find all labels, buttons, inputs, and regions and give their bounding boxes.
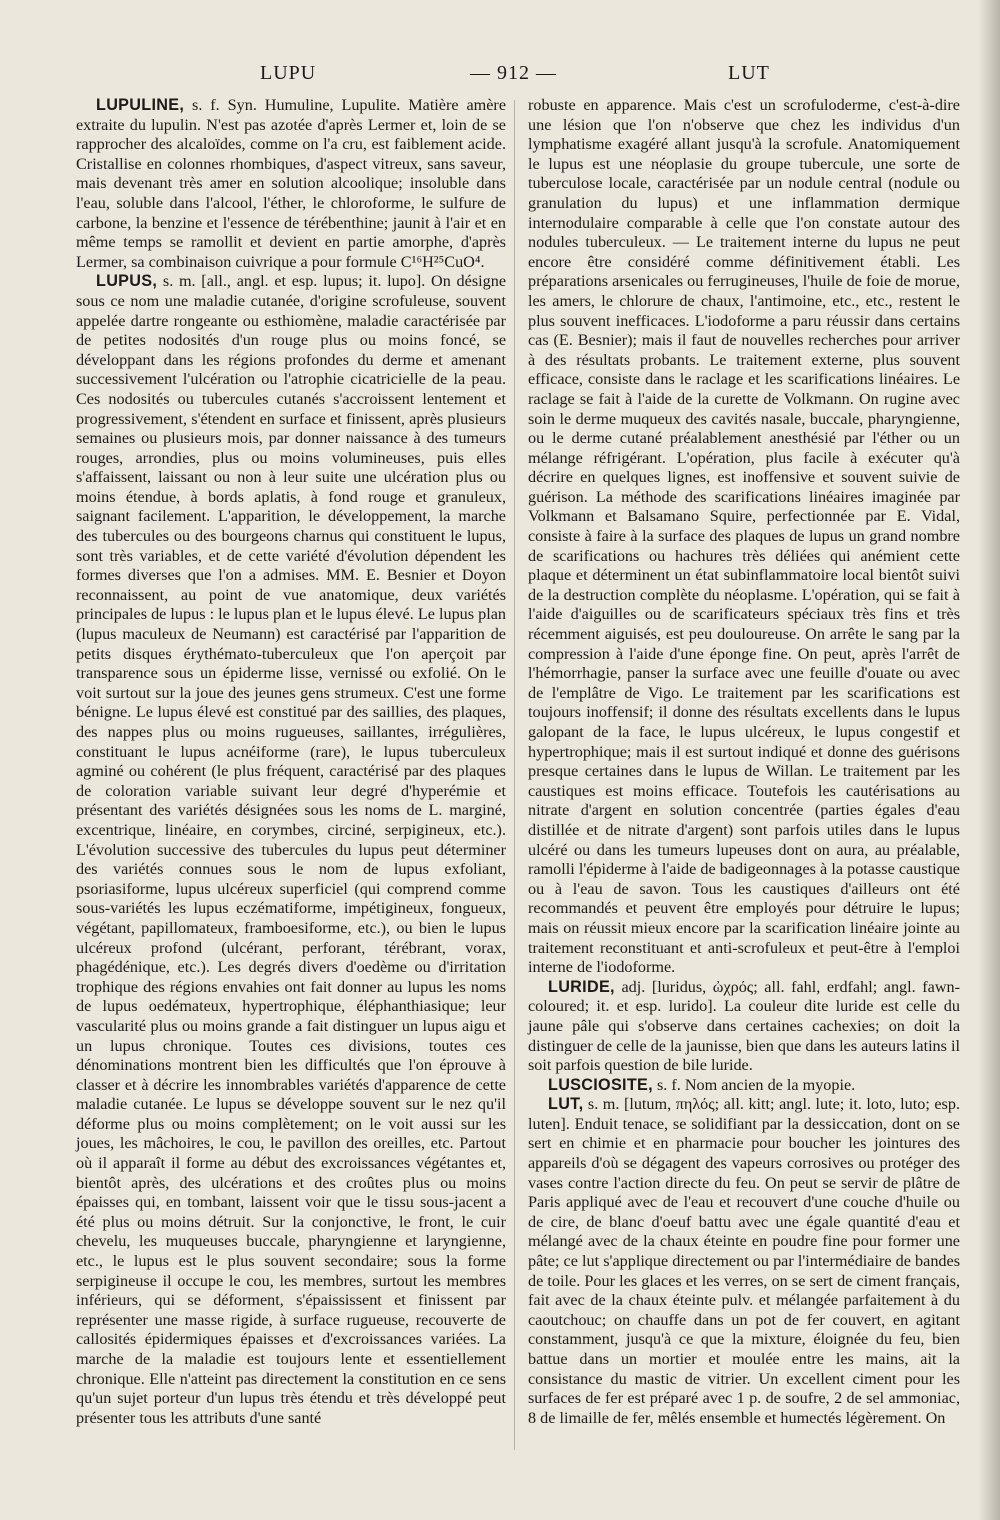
entry-lupus-continued xyxy=(528,96,960,978)
header-left-guide-word: LUPU xyxy=(260,62,317,84)
headword-lupuline: LUPULINE, xyxy=(96,96,185,114)
right-column xyxy=(528,96,960,1428)
entry-text-lut: s. m. [lutum, πηλός; all. kitt; angl. lute; it. loto, luto; esp. luten]. Enduit tenace, se solidifiant par la dessiccation, dont on se sert en chimie et en pharmacie pour boucher les jointures des appareils d'où se dégagent des vapeurs corrosives ou protéger des vases contre l'action directe du feu. On peut se servir de plâtre de Paris appliqué avec de l'eau et recouvert d'une couche d'huile ou de cire, de blanc d'oeuf battu avec une égale quantité d'eau et mélangé avec de la chaux éteinte en poudre fine pour former une pâte; ce lut s'applique directement ou par l'intermédiaire de bandes de toile. Pour les glaces et les verres, on se sert de ciment français, fait avec de la chaux éteinte pulv. et mélangée parfaitement à du caoutchouc; on chauffe dans un pot de fer couvert, en agitant constamment, jusqu'à ce que la mixture, éloignée du feu, bien battue dans un mortier et moulée entre les mains, ait la consistance du mastic de vitrier. Un excellent ciment pour les surfaces de fer est préparé avec 1 p. de soufre, 2 de sel ammoniac, 8 de limaille de fer, mêlés ensemble et humectés légèrement. On xyxy=(528,1095,960,1427)
entry-text-lupus-continued: robuste en apparence. Mais c'est un scrofuloderme, c'est-à-dire une lésion que l'on n'observe que chez les individus d'un lymphatisme exagéré allant jusqu'à la scrofule. Anatomiquement le lupus est une néoplasie du groupe tubercule, une sorte de tuberculose locale, caractérisée par un nodule central (nodule ou granulation du lupus) et une inflammation dermique internodulaire comparable à celle que l'on constate autour des nodules tuberculeux. — Le traitement interne du lupus ne peut encore être considéré comme définitivement établi. Les préparations arsenicales ou ferrugineuses, l'huile de foie de morue, les amers, le chlorure de chaux, l'antimoine, etc., etc., restent le plus souvent inefficaces. L'iodoforme a paru réussir dans certains cas (E. Besnier); mais il faut de nouvelles recherches pour arriver à des résultats probants. Le traitement externe, plus souvent efficace, consiste dans le raclage et les scarifications linéaires. Le raclage se fait à l'aide de la curette de Volkmann. On rugine avec soin le derme muqueux des cavités nasale, buccale, pharyngienne, ou le derme cutané préalablement anesthésié par l'éther ou un mélange réfrigérant. L'opération, plus facile à exécuter qu'à décrire en quelques lignes, est inoffensive et souvent suivie de guérison. La méthode des scarifications linéaires imaginée par Volkmann et Balsamano Squire, perfectionnée par E. Vidal, consiste à faire à la surface des plaques de lupus un grand nombre de scarifications ou hachures très déliées qui anémient cette plaque et déterminent un état subinflammatoire local bientôt suivi de la destruction complète du néoplasme. L'opération, qui se fait à l'aide d'aiguilles ou de scarificateurs spéciaux très fins et très récemment aiguisés, est peu douloureuse. On arrête le sang par la compression à l'aide d'une éponge fine. On peut, après l'arrêt de l'hémorrhagie, panser la surface avec une feuille d'ouate ou avec de l'emplâtre de Vigo. Le traitement par les scarifications est toujours inoffensif; il donne des résultats excellents dans le lupus galopant de la face, le lupus ulcéreux, le lupus congestif et hypertrophique; mais il est surtout indiqué et donne des guérisons presque certaines dans le lupus de Willan. Le traitement par les caustiques est moins efficace. Toutefois les cautérisations au nitrate d'argent en solution concentrée (parties égales d'eau distillée et de nitrate d'argent) sont parfois utiles dans le lupus ulcéré ou dans les tumeurs lupeuses dont on aura, au préalable, ramolli l'épiderme à l'aide de badigeonnages à la potasse caustique ou à l'eau de savon. Tous les caustiques d'ailleurs ont été recommandés et peuvent être employés pour détruire le lupus; mais on réussit mieux encore par la scarification linéaire jointe au traitement reconstituant et anti-scrofuleux et peut-être à l'emploi interne de l'iodoforme. xyxy=(528,96,960,977)
entry-text-lupus: s. m. [all., angl. et esp. lupus; it. lupo]. On désigne sous ce nom une maladie cutanée, d'origine scrofuleuse, souvent appelée dartre rongeante ou esthiomène, maladie caractérisée par de petites nodosités d'un rouge plus ou moins foncé, se développant dans les régions profondes du derme et amenant successivement l'ulcération ou l'atrophie cicatricielle de la peau. Ces nodosités ou tubercules cutanés s'accroissent lentement et progressivement, s'étendent en surface et finissent, après plusieurs semaines ou plusieurs mois, par donner naissance à des tumeurs rouges, arrondies, plus ou moins volumineuses, puis elles s'affaissent, laissant ou non à leur suite une ulcération plus ou moins étendue, à bords aplatis, à fond rouge et granuleux, saignant facilement. L'apparition, le développement, la marche des tubercules ou des bourgeons charnus qui constituent le lupus, sont très variables, et de cette variété d'évolution dépendent les formes diverses que l'on a admises. MM. E. Besnier et Doyon reconnaissent, au point de vue anatomique, deux variétés principales de lupus : le lupus plan et le lupus élevé. Le lupus plan (lupus maculeux de Neumann) est caractérisé par l'apparition de petits disques érythémato-tuberculeux que l'on aperçoit par transparence sous un épiderme lisse, vernissé ou exfolié. On le voit surtout sur la joue des jeunes gens strumeux. C'est une forme bénigne. Le lupus élevé est constitué par des saillies, des plaques, des nappes plus ou moins rugueuses, saillantes, irrégulières, constituant le lupus acnéiforme (rare), le lupus tuberculeux agminé ou cohérent (le plus fréquent, caractérisé par des plaques de coloration variable suivant leur degré d'hyperémie et présentant des variétés désignées sous les noms de L. marginé, excentrique, linéaire, en corymbes, circiné, serpigineux, etc.). L'évolution successive des tubercules du lupus peut déterminer des variétés connues sous le nom de lupus exfoliant, psoriasiforme, lupus ulcéreux superficiel (qui comprend comme sous-variétés les lupus eczématiforme, impétigineux, fongueux, végétant, papillomateux, framboesiforme, etc.), ou bien le lupus ulcéreux profond (ulcérant, perforant, térébrant, vorax, phagédénique, etc.). Les degrés divers d'oedème ou d'irritation trophique des régions envahies ont fait donner au lupus les noms de lupus oedémateux, hypertrophique, éléphanthiasique; leur vascularité plus ou moins grande a fait distinguer un lupus aigu et un lupus chronique. Toutes ces divisions, toutes ces dénominations montrent bien les difficultés que l'on éprouve à classer et à décrire les innombrables variétés d'apparence de cette maladie cutanée. Le lupus se développe souvent sur le nez qu'il déforme plus ou moins complètement; on le voit aussi sur les joues, les mâchoires, le cou, le pavillon des oreilles, etc. Partout où il apparaît il forme au début des excroissances végétantes et, bientôt après, des ulcérations et des croûtes plus ou moins épaisses qui, en tombant, laissent voir que le tissu sous-jacent a été plus ou moins détruit. Sur la conjonctive, le front, le cuir chevelu, les muqueuses buccale, pharyngienne et laryngienne, etc., le lupus est le plus souvent secondaire; sous la forme serpigineuse il occupe le cou, les membres, surtout les membres inférieurs, qui se déforment, s'épaississent et finissent par représenter une masse rigide, à surface rugueuse, recouverte de callosités épidermiques épaisses et d'excroissances variées. La marche de la maladie est toujours lente et essentiellement chronique. Elle n'atteint pas directement la constitution en ce sens qu'un sujet porteur d'un lupus très étendu et très développé peut présenter tous les attributs d'une santé xyxy=(76,272,507,1427)
page-number: — 912 — xyxy=(470,62,557,84)
entry-lupus xyxy=(76,272,506,1428)
entry-text-luride: adj. [luridus, ὠχρός; all. fahl, erdfahl; angl. fawn-coloured; it. et esp. lurido]. La couleur dite luride est celle du jaune pâle qui s'observe dans certaines cachexies; on doit la distinguer de celle de la jaunisse, bien que dans les auteurs latins il soit parfois question de bile luride. xyxy=(528,977,961,1075)
entry-luride xyxy=(528,978,960,1076)
left-column xyxy=(76,96,506,1428)
headword-lusciosite: LUSCIOSITE, xyxy=(548,1075,653,1094)
entry-text-lupuline: s. f. Syn. Humuline, Lupulite. Matière amère extraite du lupulin. N'est pas azotée d'après Lermer et, loin de se rapprocher des alcaloïdes, comme on l'a cru, est faiblement acide. Cristallise en colonnes rhombiques, d'aspect vitreux, sans saveur, mais devenant très amer en solution alcoolique; insoluble dans l'eau, soluble dans l'alcool, l'éther, le chloroforme, le sulfure de carbone, la benzine et l'essence de térébenthine; jaunit à l'air et en même temps se ramollit et devient en partie amorphe, d'après Lermer, sa combinaison cuivrique a pour formule C¹⁶H²⁵CuO⁴. xyxy=(76,96,507,271)
entry-lusciosite xyxy=(528,1076,960,1096)
headword-luride: LURIDE, xyxy=(548,977,615,996)
page-edge-shadow xyxy=(978,0,1000,1520)
headword-lut: LUT, xyxy=(548,1095,584,1114)
column-divider xyxy=(514,100,515,1450)
entry-text-lusciosite: s. f. Nom ancien de la myopie. xyxy=(656,1075,856,1094)
entry-lupuline xyxy=(76,96,506,272)
running-header xyxy=(60,62,940,88)
headword-lupus: LUPUS, xyxy=(96,272,158,291)
header-right-guide-word: LUT xyxy=(728,62,770,84)
entry-lut xyxy=(528,1095,960,1428)
